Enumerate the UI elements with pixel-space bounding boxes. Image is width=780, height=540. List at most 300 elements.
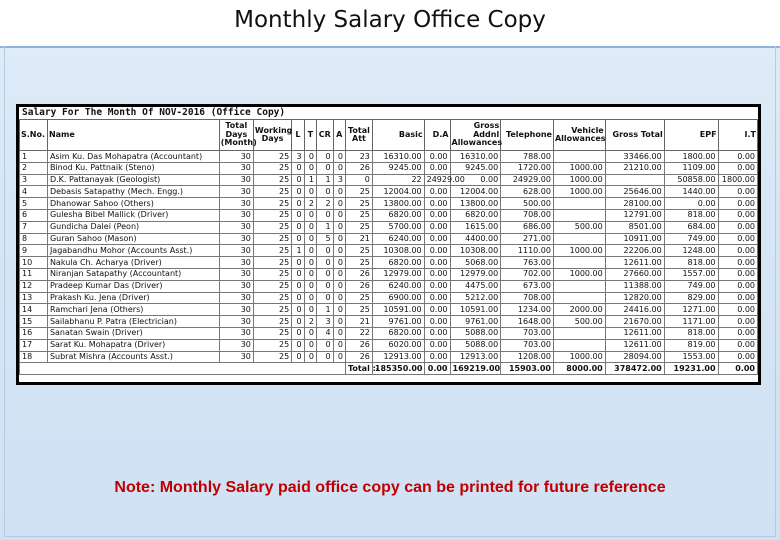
table-cell: 0 bbox=[292, 257, 304, 269]
table-cell: 2 bbox=[317, 198, 334, 210]
table-cell: 21 bbox=[345, 233, 372, 245]
table-cell: 749.00 bbox=[664, 233, 718, 245]
table-cell bbox=[553, 198, 605, 210]
table-row bbox=[20, 280, 758, 292]
table-cell: 0.00 bbox=[424, 280, 450, 292]
table-cell: 25 bbox=[253, 186, 291, 198]
table-cell: 25 bbox=[345, 292, 372, 304]
table-cell: 0 bbox=[317, 351, 334, 363]
table-cell: 0 bbox=[304, 339, 316, 351]
table-cell: 10 bbox=[20, 257, 48, 269]
table-cell: 0 bbox=[292, 209, 304, 221]
table-cell: Nakula Ch. Acharya (Driver) bbox=[47, 257, 219, 269]
table-cell: 500.00 bbox=[501, 198, 554, 210]
table-cell: 4400.00 bbox=[450, 233, 501, 245]
table-cell: 9245.00 bbox=[450, 162, 501, 174]
table-cell: 9 bbox=[20, 245, 48, 257]
column-header: D.A bbox=[424, 120, 450, 151]
table-cell: 25 bbox=[345, 186, 372, 198]
table-cell: 702.00 bbox=[501, 268, 554, 280]
table-cell: 10911.00 bbox=[605, 233, 664, 245]
title-bar bbox=[0, 0, 780, 48]
table-cell: 16310.00 bbox=[450, 151, 501, 163]
total-cell: 8000.00 bbox=[553, 363, 605, 375]
column-header: Vehicle Allowances bbox=[553, 120, 605, 151]
table-cell: 0 bbox=[304, 245, 316, 257]
table-cell: 1553.00 bbox=[664, 351, 718, 363]
table-cell: 0 bbox=[333, 316, 345, 328]
table-cell: 0 bbox=[317, 151, 334, 163]
table-cell: 1248.00 bbox=[664, 245, 718, 257]
table-cell: 749.00 bbox=[664, 280, 718, 292]
table-row bbox=[20, 339, 758, 351]
table-cell: 0 bbox=[304, 151, 316, 163]
table-cell: 25 bbox=[253, 339, 291, 351]
table-cell: 1648.00 bbox=[501, 316, 554, 328]
table-cell: 6820.00 bbox=[372, 327, 424, 339]
table-cell: 12611.00 bbox=[605, 339, 664, 351]
table-cell: 28100.00 bbox=[605, 198, 664, 210]
table-cell: Sailabhanu P. Patra (Electrician) bbox=[47, 316, 219, 328]
table-cell: 1000.00 bbox=[553, 351, 605, 363]
table-cell: 0 bbox=[292, 339, 304, 351]
table-cell: 12913.00 bbox=[372, 351, 424, 363]
table-cell: 0.00 bbox=[664, 198, 718, 210]
table-cell: 30 bbox=[219, 186, 253, 198]
table-cell: 0 bbox=[317, 257, 334, 269]
table-cell: 0.00 bbox=[718, 280, 757, 292]
table-cell: 708.00 bbox=[501, 292, 554, 304]
table-cell: 819.00 bbox=[664, 339, 718, 351]
table-cell: 0.00 bbox=[718, 198, 757, 210]
table-cell: 0.00 bbox=[424, 257, 450, 269]
salary-sheet-body bbox=[19, 107, 758, 382]
table-cell: 0 bbox=[292, 292, 304, 304]
table-cell: 0 bbox=[292, 316, 304, 328]
table-cell: 26 bbox=[345, 280, 372, 292]
table-cell bbox=[553, 292, 605, 304]
table-cell: 8501.00 bbox=[605, 221, 664, 233]
table-row bbox=[20, 292, 758, 304]
table-cell: 0 bbox=[317, 162, 334, 174]
table-cell: 1000.00 bbox=[553, 186, 605, 198]
table-row bbox=[20, 198, 758, 210]
table-cell: Niranjan Satapathy (Accountant) bbox=[47, 268, 219, 280]
table-cell: 11388.00 bbox=[605, 280, 664, 292]
total-cell: 15903.00 bbox=[501, 363, 554, 375]
column-header: Gross Total bbox=[605, 120, 664, 151]
table-cell: 12004.00 bbox=[450, 186, 501, 198]
total-cell: 0.00 bbox=[718, 363, 757, 375]
table-cell: 30 bbox=[219, 198, 253, 210]
column-header: S.No. bbox=[20, 120, 48, 151]
table-cell: 6240.00 bbox=[372, 233, 424, 245]
table-cell: 22206.00 bbox=[605, 245, 664, 257]
table-cell: 6820.00 bbox=[372, 209, 424, 221]
table-cell: 0.00 bbox=[424, 268, 450, 280]
table-cell: 1720.00 bbox=[501, 162, 554, 174]
total-cell: 19231.00 bbox=[664, 363, 718, 375]
table-row bbox=[20, 151, 758, 163]
table-cell: 500.00 bbox=[553, 316, 605, 328]
table-row bbox=[20, 268, 758, 280]
table-cell: 5 bbox=[20, 198, 48, 210]
table-cell: 0 bbox=[333, 221, 345, 233]
table-cell: 703.00 bbox=[501, 339, 554, 351]
table-cell: 25 bbox=[253, 316, 291, 328]
table-cell: 24929.00 bbox=[501, 174, 554, 186]
table-cell: 25 bbox=[345, 221, 372, 233]
table-cell: 6820.00 bbox=[450, 209, 501, 221]
table-cell: 0.00 bbox=[424, 151, 450, 163]
table-cell: 0.00 bbox=[718, 186, 757, 198]
table-cell: 12611.00 bbox=[605, 257, 664, 269]
table-cell: 30 bbox=[219, 304, 253, 316]
table-cell: 0 bbox=[304, 304, 316, 316]
table-cell: 9761.00 bbox=[450, 316, 501, 328]
table-cell: 30 bbox=[219, 209, 253, 221]
table-cell: 1234.00 bbox=[501, 304, 554, 316]
blank-cell bbox=[20, 363, 346, 375]
table-cell: 5088.00 bbox=[450, 339, 501, 351]
column-header: Telephone bbox=[501, 120, 554, 151]
table-cell: 1615.00 bbox=[450, 221, 501, 233]
total-cell: 185350.00 bbox=[372, 363, 424, 375]
table-cell: 30 bbox=[219, 151, 253, 163]
table-cell: 24929.00 bbox=[424, 174, 450, 186]
table-cell: 0 bbox=[292, 198, 304, 210]
column-header: Gross Addnl Allowances bbox=[450, 120, 501, 151]
table-cell: 1557.00 bbox=[664, 268, 718, 280]
table-cell: 27660.00 bbox=[605, 268, 664, 280]
table-cell: 0.00 bbox=[450, 174, 501, 186]
table-cell: 1271.00 bbox=[664, 304, 718, 316]
table-cell: 1000.00 bbox=[553, 162, 605, 174]
table-cell: 12 bbox=[20, 280, 48, 292]
table-cell: 0 bbox=[317, 280, 334, 292]
table-row bbox=[20, 209, 758, 221]
table-cell: 0 bbox=[333, 268, 345, 280]
table-cell bbox=[553, 327, 605, 339]
table-cell: 0.00 bbox=[718, 162, 757, 174]
table-cell: 16310.00 bbox=[372, 151, 424, 163]
table-cell: Pradeep Kumar Das (Driver) bbox=[47, 280, 219, 292]
table-cell: 0.00 bbox=[718, 233, 757, 245]
table-cell: 0 bbox=[292, 280, 304, 292]
table-cell: 1171.00 bbox=[664, 316, 718, 328]
table-cell: 686.00 bbox=[501, 221, 554, 233]
table-cell: 0.00 bbox=[718, 327, 757, 339]
table-cell: 26 bbox=[345, 339, 372, 351]
table-cell: 628.00 bbox=[501, 186, 554, 198]
table-cell: 0.00 bbox=[424, 245, 450, 257]
table-cell bbox=[605, 174, 664, 186]
table-cell: Gulesha Bibel Mallick (Driver) bbox=[47, 209, 219, 221]
table-cell bbox=[553, 233, 605, 245]
table-cell: 1800.00 bbox=[718, 174, 757, 186]
table-row bbox=[20, 233, 758, 245]
table-cell: 25 bbox=[253, 209, 291, 221]
table-cell: 30 bbox=[219, 268, 253, 280]
table-cell: 0 bbox=[333, 151, 345, 163]
table-cell: 763.00 bbox=[501, 257, 554, 269]
table-cell: 0 bbox=[317, 245, 334, 257]
table-cell: 26 bbox=[345, 268, 372, 280]
table-cell: 6 bbox=[20, 209, 48, 221]
table-cell: 0 bbox=[317, 292, 334, 304]
table-cell: 26 bbox=[345, 351, 372, 363]
table-cell: 0.00 bbox=[424, 339, 450, 351]
table-cell: 12979.00 bbox=[372, 268, 424, 280]
table-cell: 0 bbox=[292, 221, 304, 233]
table-cell: 0.00 bbox=[718, 268, 757, 280]
table-cell: 0 bbox=[304, 351, 316, 363]
table-row bbox=[20, 304, 758, 316]
table-cell: 1 bbox=[317, 221, 334, 233]
table-cell: 0 bbox=[304, 221, 316, 233]
table-cell: 0.00 bbox=[424, 292, 450, 304]
table-cell: 10591.00 bbox=[372, 304, 424, 316]
table-cell: 684.00 bbox=[664, 221, 718, 233]
table-cell: 8 bbox=[20, 233, 48, 245]
table-cell: 0 bbox=[304, 186, 316, 198]
table-cell: 10308.00 bbox=[372, 245, 424, 257]
table-cell: 25 bbox=[253, 327, 291, 339]
table-cell: 21210.00 bbox=[605, 162, 664, 174]
table-cell: Ramchari Jena (Others) bbox=[47, 304, 219, 316]
table-cell: Jagabandhu Mohor (Accounts Asst.) bbox=[47, 245, 219, 257]
table-cell: 30 bbox=[219, 233, 253, 245]
table-cell: 0.00 bbox=[718, 351, 757, 363]
table-cell: 21 bbox=[345, 316, 372, 328]
table-row bbox=[20, 351, 758, 363]
table-cell: 25646.00 bbox=[605, 186, 664, 198]
table-cell: 0.00 bbox=[424, 162, 450, 174]
table-cell: 23 bbox=[345, 151, 372, 163]
table-cell: 0 bbox=[292, 233, 304, 245]
table-cell: 1 bbox=[292, 245, 304, 257]
table-cell: 0 bbox=[292, 304, 304, 316]
table-cell: 25 bbox=[253, 280, 291, 292]
table-cell: Dhanowar Sahoo (Others) bbox=[47, 198, 219, 210]
table-cell: 1800.00 bbox=[664, 151, 718, 163]
table-cell bbox=[553, 151, 605, 163]
table-cell: 0 bbox=[317, 209, 334, 221]
table-cell: 0 bbox=[333, 245, 345, 257]
table-cell: 0 bbox=[333, 280, 345, 292]
table-cell: 30 bbox=[219, 280, 253, 292]
table-cell: 25 bbox=[253, 292, 291, 304]
total-cell: 0.00 bbox=[424, 363, 450, 375]
table-cell: 0 bbox=[292, 162, 304, 174]
table-row bbox=[20, 327, 758, 339]
table-cell: Binod Ku. Pattnaik (Steno) bbox=[47, 162, 219, 174]
table-cell: 25 bbox=[253, 257, 291, 269]
table-cell: 3 bbox=[333, 174, 345, 186]
table-cell: 5 bbox=[317, 233, 334, 245]
column-header: CR bbox=[317, 120, 334, 151]
table-cell: 271.00 bbox=[501, 233, 554, 245]
table-cell: 1000.00 bbox=[553, 174, 605, 186]
table-cell: 25 bbox=[253, 351, 291, 363]
table-row bbox=[20, 221, 758, 233]
salary-sheet bbox=[16, 104, 761, 385]
table-cell: 673.00 bbox=[501, 280, 554, 292]
column-header: I.T bbox=[718, 120, 757, 151]
table-cell: D.K. Pattanayak (Geologist) bbox=[47, 174, 219, 186]
page-title: Monthly Salary Office Copy bbox=[234, 7, 546, 33]
table-cell: 30 bbox=[219, 327, 253, 339]
table-cell: 22 bbox=[372, 174, 424, 186]
table-cell: 25 bbox=[345, 245, 372, 257]
table-cell: 13800.00 bbox=[372, 198, 424, 210]
table-cell: 12913.00 bbox=[450, 351, 501, 363]
table-body bbox=[20, 151, 758, 375]
total-cell: 378472.00 bbox=[605, 363, 664, 375]
table-cell: 2000.00 bbox=[553, 304, 605, 316]
table-cell bbox=[553, 209, 605, 221]
table-cell: 829.00 bbox=[664, 292, 718, 304]
table-cell: 0 bbox=[317, 339, 334, 351]
table-cell: 0 bbox=[317, 186, 334, 198]
table-cell: 0.00 bbox=[424, 198, 450, 210]
table-cell: 4475.00 bbox=[450, 280, 501, 292]
table-cell: 25 bbox=[253, 268, 291, 280]
table-cell: 12820.00 bbox=[605, 292, 664, 304]
table-cell: 1440.00 bbox=[664, 186, 718, 198]
table-cell: 1110.00 bbox=[501, 245, 554, 257]
table-cell: 30 bbox=[219, 221, 253, 233]
table-cell: 7 bbox=[20, 221, 48, 233]
table-cell: 818.00 bbox=[664, 209, 718, 221]
column-header: Total Att bbox=[345, 120, 372, 151]
table-cell: 5068.00 bbox=[450, 257, 501, 269]
table-cell: 6900.00 bbox=[372, 292, 424, 304]
table-cell: 0 bbox=[292, 351, 304, 363]
table-cell: Prakash Ku. Jena (Driver) bbox=[47, 292, 219, 304]
table-row bbox=[20, 174, 758, 186]
table-cell: 17 bbox=[20, 339, 48, 351]
table-cell: 0 bbox=[304, 280, 316, 292]
table-cell: 0.00 bbox=[424, 316, 450, 328]
table-cell: 10308.00 bbox=[450, 245, 501, 257]
table-cell: 0 bbox=[304, 327, 316, 339]
table-cell: 0 bbox=[304, 162, 316, 174]
table-cell: 30 bbox=[219, 257, 253, 269]
table-cell: 12611.00 bbox=[605, 327, 664, 339]
table-cell: 30 bbox=[219, 351, 253, 363]
table-cell: 25 bbox=[253, 304, 291, 316]
total-row bbox=[20, 363, 758, 375]
table-cell: Sanatan Swain (Driver) bbox=[47, 327, 219, 339]
table-cell: 4 bbox=[317, 327, 334, 339]
table-cell: 0 bbox=[333, 257, 345, 269]
table-cell: 6240.00 bbox=[372, 280, 424, 292]
table-cell: 0.00 bbox=[424, 186, 450, 198]
sheet-title: Salary For The Month Of NOV-2016 (Office Copy) bbox=[22, 107, 286, 118]
table-cell: 0.00 bbox=[424, 209, 450, 221]
table-cell: 25 bbox=[253, 221, 291, 233]
table-cell bbox=[553, 280, 605, 292]
table-cell: 0.00 bbox=[718, 151, 757, 163]
table-cell: 25 bbox=[253, 245, 291, 257]
table-cell: 0 bbox=[333, 339, 345, 351]
table-cell: 2 bbox=[304, 198, 316, 210]
table-cell: 0 bbox=[292, 268, 304, 280]
table-cell: 0 bbox=[292, 327, 304, 339]
table-cell: 788.00 bbox=[501, 151, 554, 163]
table-cell: 25 bbox=[253, 162, 291, 174]
table-cell: 12979.00 bbox=[450, 268, 501, 280]
table-cell: 14 bbox=[20, 304, 48, 316]
table-cell: 0 bbox=[333, 186, 345, 198]
table-cell: 25 bbox=[253, 233, 291, 245]
table-cell: 3 bbox=[292, 151, 304, 163]
table-cell: 6020.00 bbox=[372, 339, 424, 351]
table-cell: 0 bbox=[333, 292, 345, 304]
table-cell: 0 bbox=[345, 174, 372, 186]
table-cell: 25 bbox=[345, 209, 372, 221]
table-cell: 0.00 bbox=[718, 304, 757, 316]
table-cell: Gundicha Dalei (Peon) bbox=[47, 221, 219, 233]
table-cell: 2 bbox=[20, 162, 48, 174]
column-header: Name bbox=[47, 120, 219, 151]
table-cell: 0 bbox=[292, 186, 304, 198]
table-cell: 0.00 bbox=[718, 257, 757, 269]
table-cell: 16 bbox=[20, 327, 48, 339]
table-cell: 6820.00 bbox=[372, 257, 424, 269]
table-cell: 0 bbox=[304, 233, 316, 245]
table-cell: 13800.00 bbox=[450, 198, 501, 210]
table-cell: 10591.00 bbox=[450, 304, 501, 316]
table-cell: 703.00 bbox=[501, 327, 554, 339]
table-cell: 9245.00 bbox=[372, 162, 424, 174]
table-cell: 0.00 bbox=[424, 221, 450, 233]
table-cell: 0 bbox=[304, 257, 316, 269]
table-cell: 1000.00 bbox=[553, 245, 605, 257]
table-cell: 25 bbox=[253, 174, 291, 186]
table-cell: 50858.00 bbox=[664, 174, 718, 186]
table-cell: 0.00 bbox=[718, 209, 757, 221]
table-cell: 0.00 bbox=[718, 221, 757, 233]
table-cell: 0 bbox=[304, 292, 316, 304]
total-cell: Total :- bbox=[345, 363, 372, 375]
table-cell: 0 bbox=[333, 209, 345, 221]
table-cell: 0.00 bbox=[718, 316, 757, 328]
table-cell: 24416.00 bbox=[605, 304, 664, 316]
table-cell: 818.00 bbox=[664, 327, 718, 339]
table-cell: 30 bbox=[219, 339, 253, 351]
table-cell bbox=[553, 257, 605, 269]
table-cell: 25 bbox=[253, 198, 291, 210]
table-row bbox=[20, 186, 758, 198]
table-cell: 0.00 bbox=[424, 351, 450, 363]
column-header: Basic bbox=[372, 120, 424, 151]
table-cell: 1000.00 bbox=[553, 268, 605, 280]
table-cell: 12791.00 bbox=[605, 209, 664, 221]
column-header: EPF bbox=[664, 120, 718, 151]
table-cell: 21670.00 bbox=[605, 316, 664, 328]
column-header: L bbox=[292, 120, 304, 151]
table-cell bbox=[553, 339, 605, 351]
table-cell: 2 bbox=[304, 316, 316, 328]
column-header: Working Days bbox=[253, 120, 291, 151]
table-cell: 0.00 bbox=[424, 304, 450, 316]
table-cell: 1 bbox=[317, 174, 334, 186]
table-cell: 30 bbox=[219, 162, 253, 174]
footer-note: Note: Monthly Salary paid office copy can be printed for future reference bbox=[114, 479, 666, 496]
table-cell: 0 bbox=[304, 209, 316, 221]
